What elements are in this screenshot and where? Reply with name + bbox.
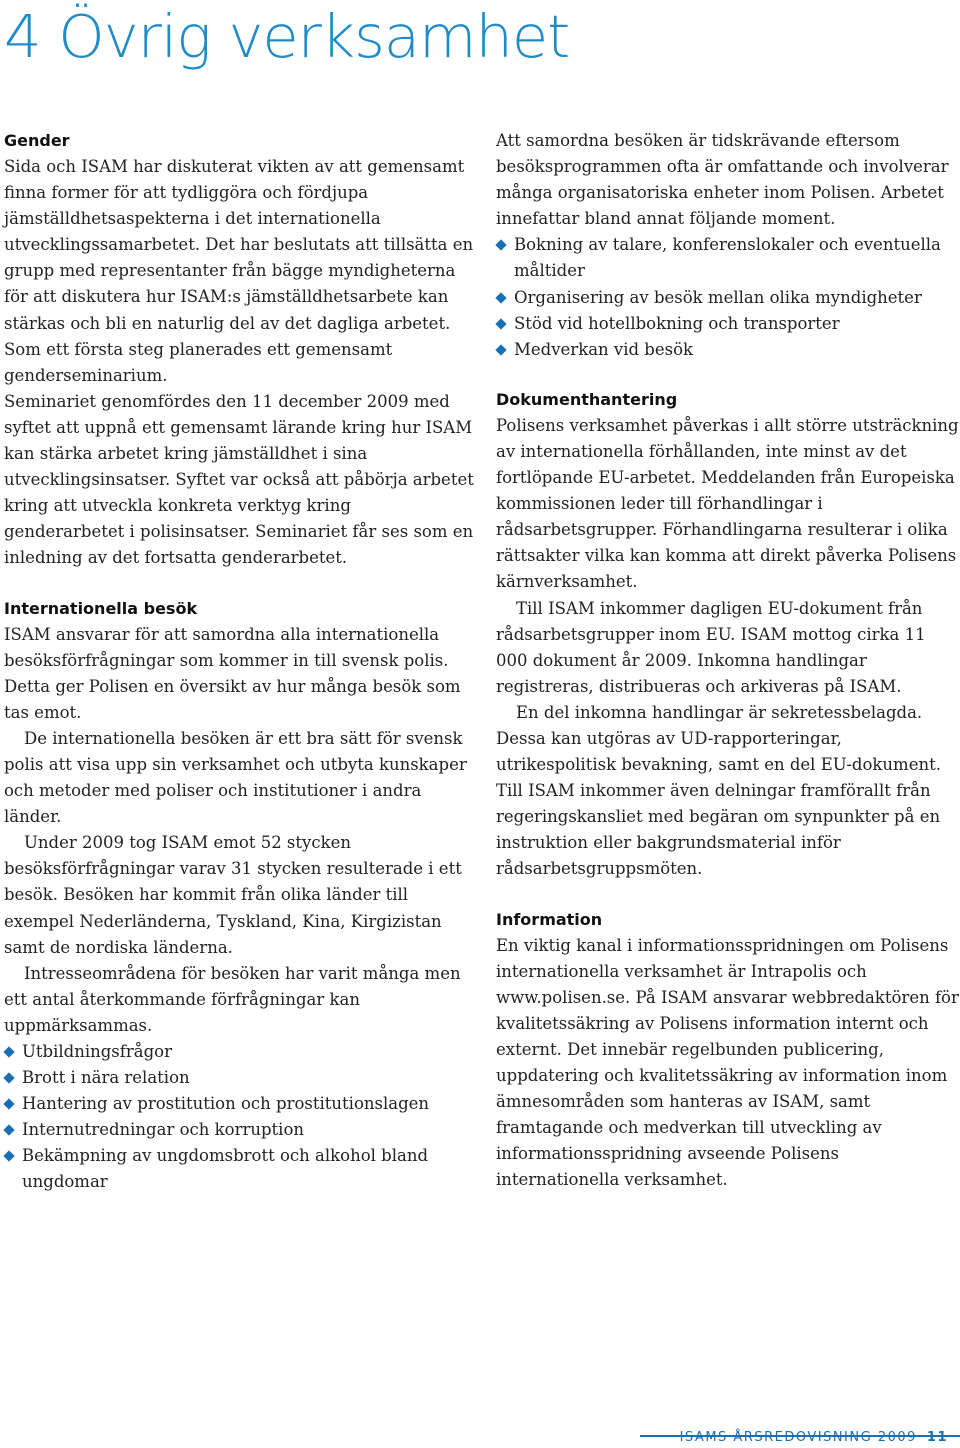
section-heading-information: Information	[496, 909, 603, 929]
list-item: Organisering av besök mellan olika myndigheter	[496, 285, 960, 311]
diamond-bullet-icon	[495, 292, 506, 303]
list-item: Internutredningar och korruption	[4, 1117, 474, 1143]
gender-paragraph-1: Sida och ISAM har diskuterat vikten av att gemensamt finna former för att tydliggöra och fördjupa jämställdhetsaspekterna i det internationella utvecklingssamarbetet. Det har beslutats att tillsätta en grupp med representanter från bägge myndigheterna för att diskutera hur ISAM:s jämställdhetsarbete kan stärkas och bli en naturlig del av det dagliga arbetet. Som ett första steg planerades ett gemensamt genderseminarium.	[4, 157, 474, 385]
diamond-bullet-icon	[3, 1151, 14, 1162]
diamond-bullet-icon	[3, 1099, 14, 1110]
documents-paragraph-2: Till ISAM inkommer dagligen EU-dokument från rådsarbetsgrupper inom EU. ISAM mottog cirka 11 000 dokument år 2009. Inkomna handlingar registreras, distribueras och arkiveras på ISAM.	[496, 598, 926, 696]
diamond-bullet-icon	[3, 1046, 14, 1057]
right-column	[496, 128, 960, 1193]
section-heading-documents: Dokumenthantering	[496, 389, 678, 409]
information-paragraph: En viktig kanal i informationsspridningen om Polisens internationella verksamhet är Intrapolis och www.polisen.se. På ISAM ansvarar webbredaktören för kvalitetssäkring av Polisens information internt och externt. Det innebär regelbunden publicering, uppdatering och kvalitetssäkring av information inom ämnesområden som hanteras av ISAM, samt framtagande och medverkan till utveckling av informationsspridning avseende Polisens internationella verksamhet.	[496, 935, 959, 1190]
page-number: 11	[926, 1430, 948, 1445]
coordination-paragraph: Att samordna besöken är tidskrävande eftersom besöksprogrammen ofta är omfattande och involverar många organisatoriska enheter inom Polisen. Arbetet innefattar bland annat följande moment.	[496, 131, 949, 229]
diamond-bullet-icon	[3, 1125, 14, 1136]
documents-paragraph-3: En del inkomna handlingar är sekretessbelagda. Dessa kan utgöras av UD-rapporteringar, utrikespolitisk bevakning, samt en del EU-dokument. Till ISAM inkommer även delningar framförallt från regeringskansliet med begäran om synpunkter på en instruktion eller bakgrundsmaterial inför rådsarbetsgruppsmöten.	[496, 702, 941, 879]
visits-paragraph-4: Intresseområdena för besöken har varit många men ett antal återkommande förfrågningar kan uppmärksammas.	[4, 963, 461, 1035]
footer-label: ISAMS ÅRSREDOVISNING 2009	[679, 1430, 917, 1445]
list-item: Bokning av talare, konferenslokaler och eventuella måltider	[496, 232, 960, 284]
left-column	[4, 128, 474, 1196]
documents-paragraph-1: Polisens verksamhet påverkas i allt större utsträckning av internationella förhållanden, inte minst av det fortlöpande EU-arbetet. Meddelanden från Europeiska kommissionen leder till förhandlingar i rådsarbetsgrupper. Förhandlingarna resulterar i olika rättsakter vilka kan komma att direkt påverka Polisens kärnverksamhet.	[496, 415, 959, 592]
section-heading-gender: Gender	[4, 131, 70, 150]
diamond-bullet-icon	[495, 344, 506, 355]
section-heading-visits: Internationella besök	[4, 598, 198, 618]
list-item: Stöd vid hotellbokning och transporter	[496, 311, 960, 337]
coordination-task-list	[496, 232, 960, 362]
list-item: Hantering av prostitution och prostitutionslagen	[4, 1091, 474, 1117]
visits-topic-list	[4, 1039, 474, 1196]
visits-paragraph-3: Under 2009 tog ISAM emot 52 stycken besöksförfrågningar varav 31 stycken resulterade i ett besök. Besöken har kommit från olika länder till exempel Nederländerna, Tyskland, Kina, Kirgizistan samt de nordiska länderna.	[4, 833, 462, 957]
list-item: Brott i nära relation	[4, 1065, 474, 1091]
diamond-bullet-icon	[495, 240, 506, 251]
diamond-bullet-icon	[3, 1072, 14, 1083]
footer	[680, 1430, 948, 1445]
gender-paragraph-2: Seminariet genomfördes den 11 december 2009 med syftet att uppnå ett gemensamt lärande kring hur ISAM kan stärka arbetet kring jämställdhet i sina utvecklingsinsatser. Syftet var också att påbörja arbetet kring att utveckla konkreta verktyg kring genderarbetet i polisinsatser. Seminariet får ses som en inledning av det fortsatta genderarbetet.	[4, 391, 474, 568]
page-title: 4 Övrig verksamhet	[4, 2, 570, 71]
list-item: Medverkan vid besök	[496, 337, 960, 363]
visits-paragraph-2: De internationella besöken är ett bra sätt för svensk polis att visa upp sin verksamhet och utbyta kunskaper och metoder med poliser och institutioner i andra länder.	[4, 728, 467, 827]
list-item: Bekämpning av ungdomsbrott och alkohol bland ungdomar	[4, 1143, 474, 1195]
visits-paragraph-1: ISAM ansvarar för att samordna alla internationella besöksförfrågningar som kommer in till svensk polis. Detta ger Polisen en översikt av hur många besök som tas emot.	[4, 624, 461, 722]
diamond-bullet-icon	[495, 318, 506, 329]
list-item: Utbildningsfrågor	[4, 1039, 474, 1065]
